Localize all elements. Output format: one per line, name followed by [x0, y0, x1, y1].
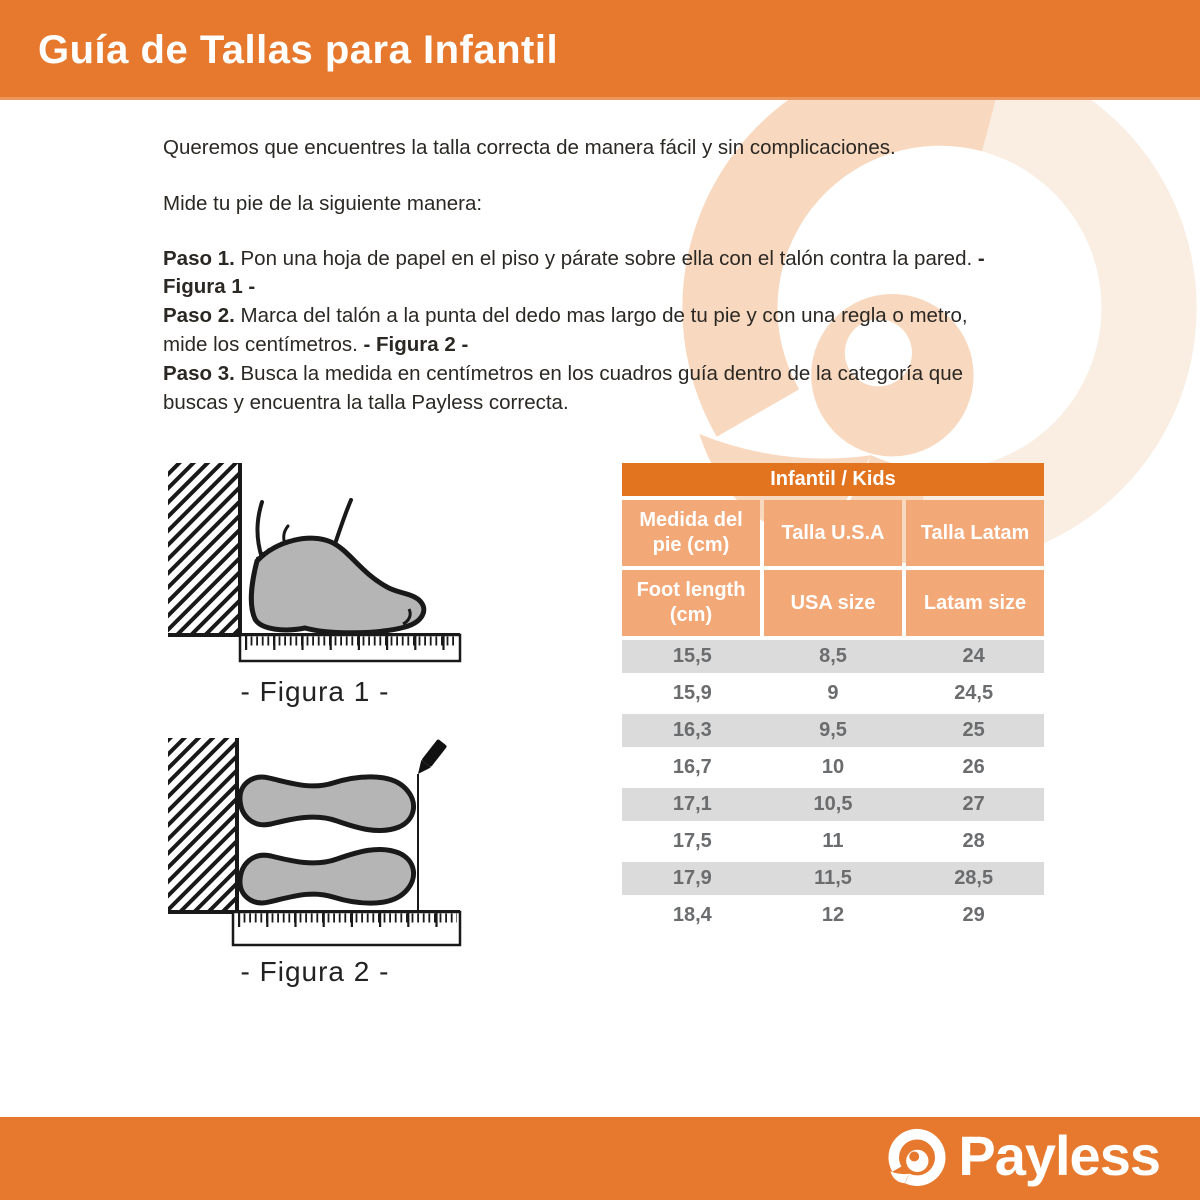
- table-cell: 28: [962, 830, 985, 852]
- table-cell: 25: [962, 719, 985, 741]
- table-row: [622, 788, 1044, 821]
- step-2-figure-ref: - Figura 2 -: [363, 332, 469, 356]
- header-cell-usa-size-en: USA size: [764, 570, 902, 636]
- figure-1: [165, 456, 465, 708]
- figure-1-illustration: [165, 456, 465, 668]
- step-2-text: Marca del talón a la punta del dedo mas largo de tu pie y con una regla o metro, mide los centímetros.: [163, 304, 968, 356]
- payless-wordmark: Payless: [958, 1123, 1160, 1187]
- table-cell: 16,3: [672, 719, 712, 741]
- table-row: [622, 751, 1044, 784]
- table-cell: 17,5: [672, 830, 712, 852]
- intro-paragraph: Queremos que encuentres la talla correcta de manera fácil y sin complicaciones.: [163, 136, 896, 159]
- header-cell-latam-size-es: Talla Latam: [906, 500, 1044, 566]
- intro-text: [163, 134, 1008, 417]
- step-3-label: Paso 3.: [163, 361, 235, 385]
- figure-1-caption: - Figura 1 -: [240, 676, 390, 707]
- table-cell: 18,4: [672, 904, 712, 926]
- step-1-label: Paso 1.: [163, 246, 235, 270]
- step-3: [163, 360, 1008, 418]
- table-cell: 27: [962, 793, 985, 815]
- size-rows: [622, 640, 1044, 932]
- table-row: [622, 899, 1044, 932]
- step-1-text: Pon una hoja de papel en el piso y párate sobre ella con el talón contra la pared.: [234, 246, 978, 270]
- footer-bar: [0, 1117, 1200, 1200]
- table-cell: 12: [821, 904, 845, 926]
- table-row: [622, 640, 1044, 673]
- table-row: [622, 677, 1044, 710]
- header-cell-foot-length-es: Medida del pie (cm): [622, 500, 760, 566]
- table-cell: 10,5: [813, 793, 853, 815]
- table-cell: 11,5: [814, 867, 852, 889]
- step-2: [163, 302, 1008, 360]
- table-cell: 17,9: [672, 867, 712, 889]
- table-cell: 17,1: [672, 793, 712, 815]
- table-row: [622, 862, 1044, 895]
- table-cell: 24: [962, 645, 985, 667]
- payless-logo-icon: [886, 1128, 948, 1190]
- table-cell: 8,5: [819, 645, 847, 667]
- table-cell: 9,5: [819, 719, 847, 741]
- table-cell: 26: [962, 756, 985, 778]
- table-cell: 9: [827, 682, 839, 704]
- header-cell-latam-size-en: Latam size: [906, 570, 1044, 636]
- step-3-text: Busca la medida en centímetros en los cuadros guía dentro de la categoría que buscas y encuentra la talla Payless correcta.: [163, 361, 963, 414]
- table-header: [622, 500, 1044, 636]
- table-cell: 10: [821, 756, 845, 778]
- table-cell: 24,5: [954, 682, 994, 704]
- table-row: [622, 714, 1044, 747]
- figure-2: [165, 722, 465, 988]
- page-title: Guía de Tallas para Infantil: [38, 27, 559, 72]
- measure-paragraph: Mide tu pie de la siguiente manera:: [163, 191, 483, 215]
- table-cell: 16,7: [672, 756, 712, 778]
- table-cell: 28,5: [954, 867, 994, 889]
- size-table: [622, 463, 1044, 932]
- header-bar: [0, 0, 1200, 100]
- table-cell: 15,5: [672, 645, 712, 667]
- step-1: [163, 245, 1008, 303]
- header-cell-foot-length-en: Foot length (cm): [622, 570, 760, 636]
- table-cell: 29: [962, 904, 985, 926]
- table-cell: 15,9: [672, 682, 712, 704]
- figure-2-caption: - Figura 2 -: [240, 956, 390, 987]
- step-1-figure-ref: - Figura 1 -: [163, 246, 985, 299]
- header-cell-usa-size-es: Talla U.S.A: [764, 500, 902, 566]
- table-cell: 11: [822, 830, 844, 852]
- figure-2-illustration: [165, 722, 465, 948]
- table-title: Infantil / Kids: [622, 463, 1044, 496]
- table-row: [622, 825, 1044, 858]
- step-2-label: Paso 2.: [163, 304, 235, 328]
